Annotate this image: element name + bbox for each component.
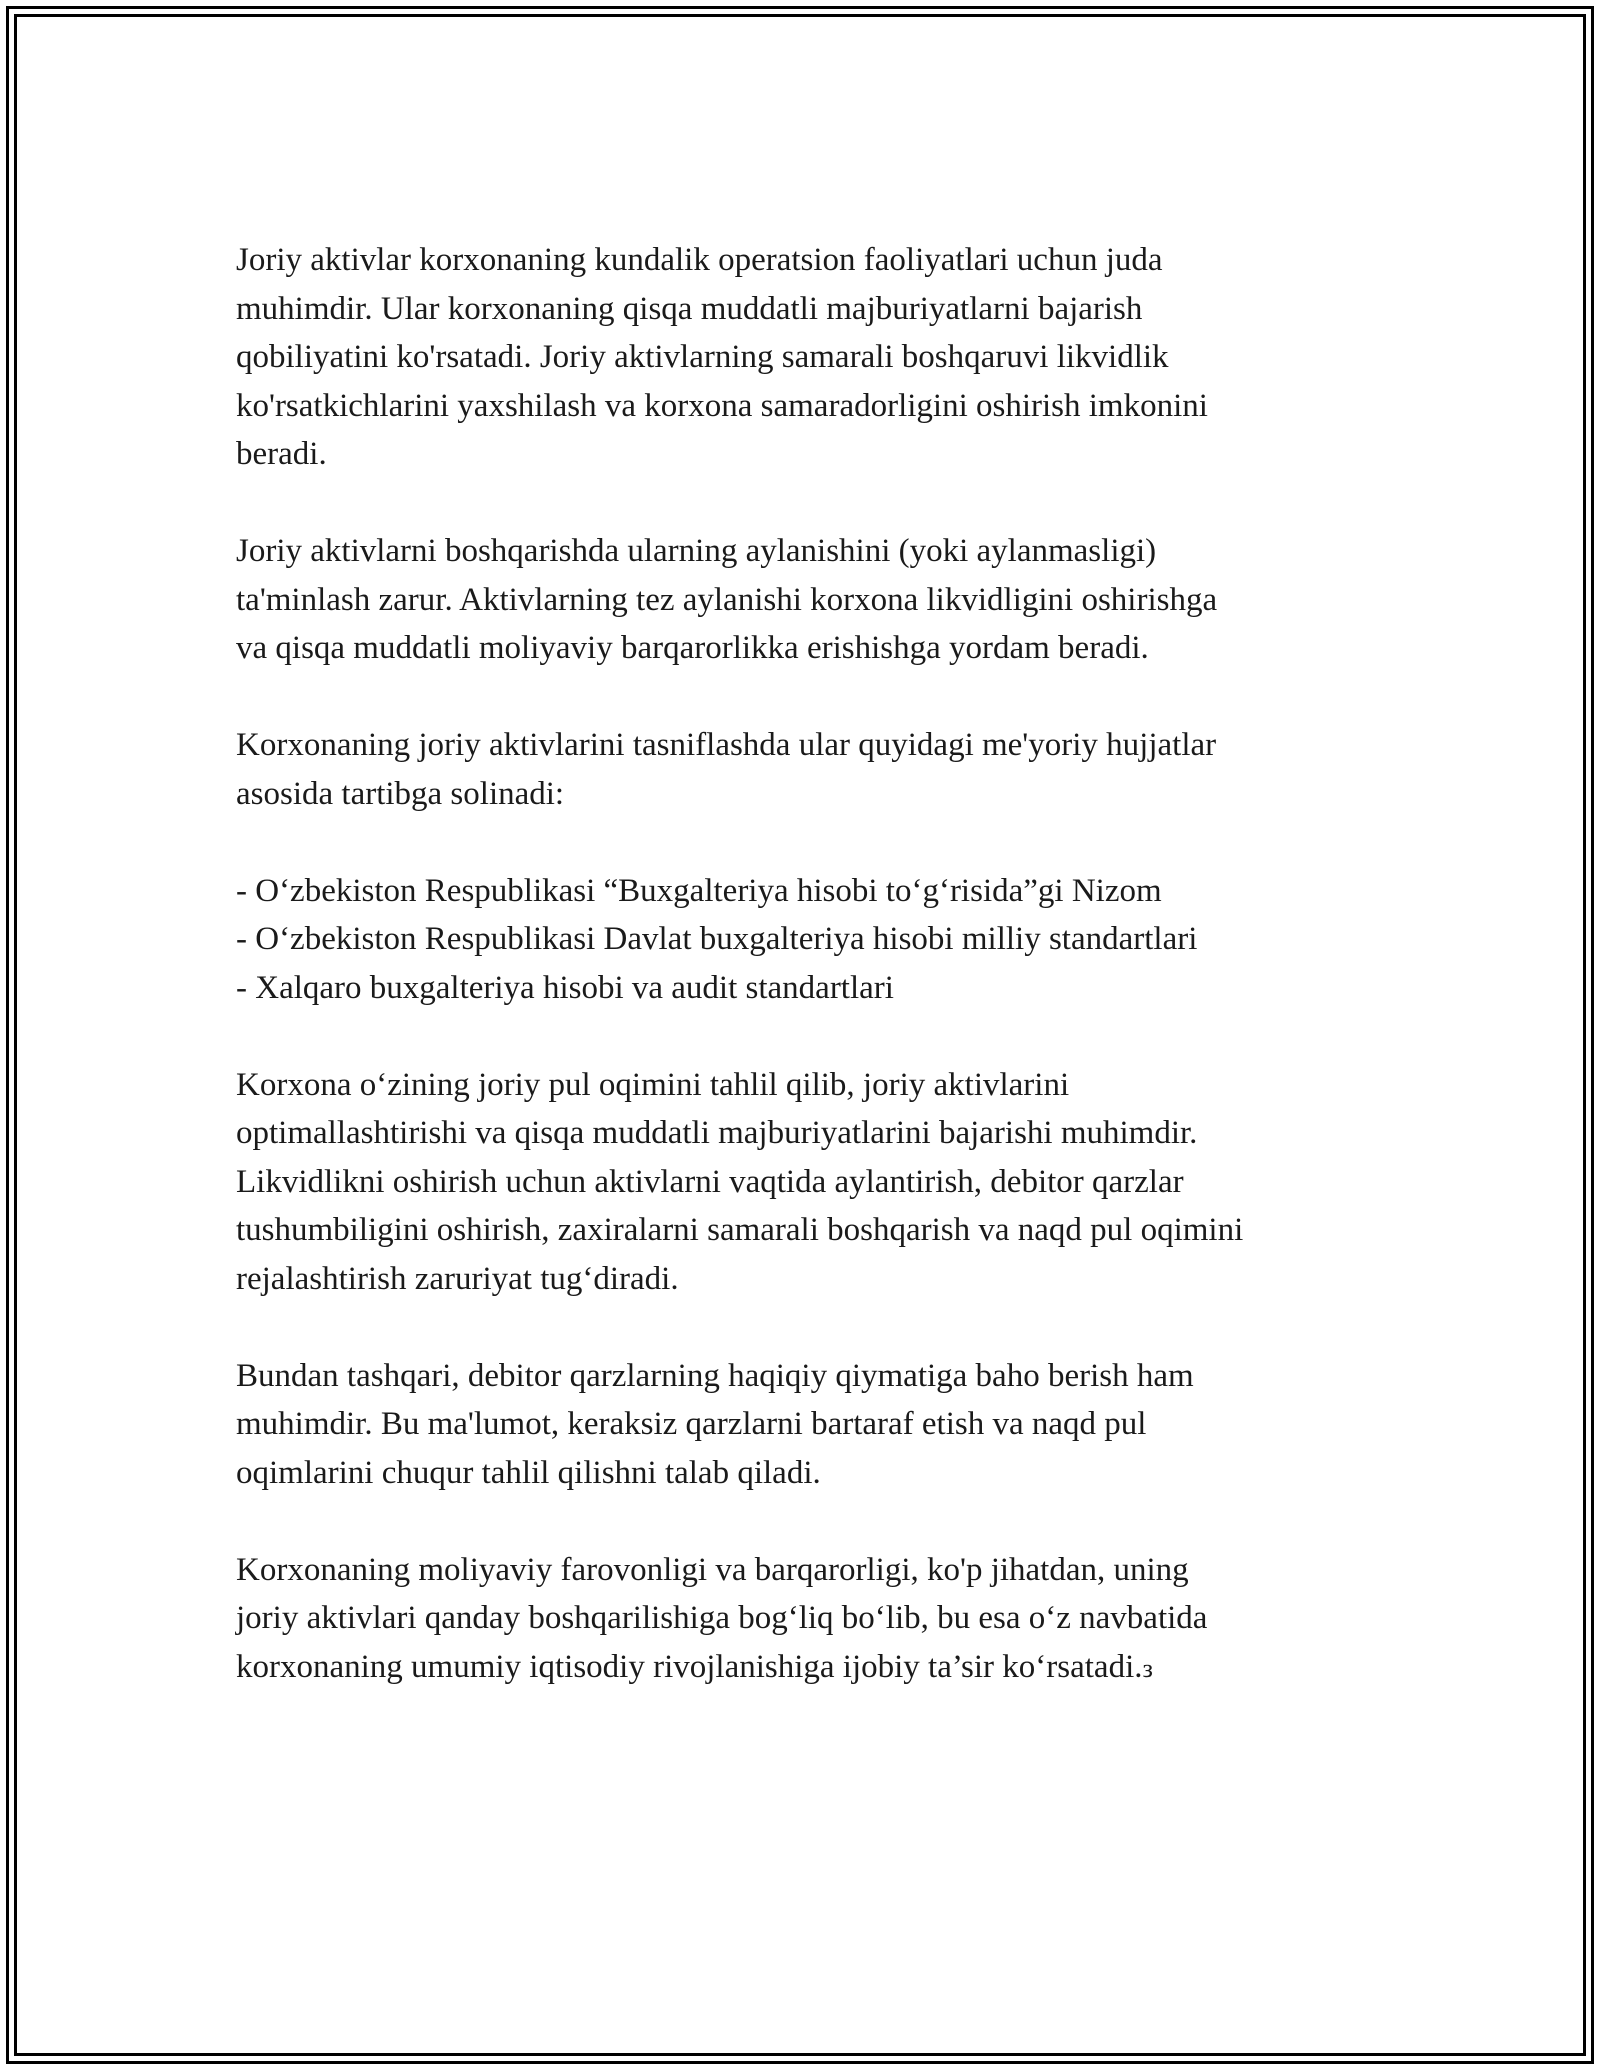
paragraph-3: Korxonaning joriy aktivlarini tasniflashda ular quyidagi me'yoriy hujjatlar asosida tartibga solinadi: bbox=[236, 727, 1217, 812]
paragraph-6 bbox=[236, 1546, 1386, 1693]
list-item: - O‘zbekiston Respublikasi “Buxgalteriya hisobi to‘g‘risida”gi Nizom bbox=[236, 872, 1162, 909]
document-body bbox=[236, 236, 1386, 1692]
paragraph-1: Joriy aktivlar korxonaning kundalik operatsion faoliyatlari uchun juda muhimdir. Ular korxonaning qisqa muddatli majburiyatlarni bajarish qobiliyatini ko'rsatadi. Joriy aktivlarning samarali boshqaruvi likvidlik ko'rsatkichlarini yaxshilash va korxona samaradorligini oshirish imkonini beradi. bbox=[236, 242, 1208, 472]
paragraph-2: Joriy aktivlarni boshqarishda ularning aylanishini (yoki aylanmasligi) ta'minlash zarur. Aktivlarning tez aylanishi korxona likvidligini oshirishga va qisqa muddatli moliyaviy barqarorlikka erishishga yordam beradi. bbox=[236, 533, 1218, 666]
list-item: - O‘zbekiston Respublikasi Davlat buxgalteriya hisobi milliy standartlari bbox=[236, 921, 1198, 957]
list-item: - Xalqaro buxgalteriya hisobi va audit standartlari bbox=[236, 969, 894, 1006]
footnote-reference: з bbox=[1142, 1652, 1153, 1683]
paragraph-6-text: Korxonaning moliyaviy farovonligi va barqarorligi, ko'p jihatdan, uning joriy aktivlari qanday boshqarilishiga bog‘liq bo‘lib, bu esa o‘z navbatida korxonaning umumiy iqtisodiy rivojlanishiga ijobiy ta’sir ko‘rsatadi. bbox=[236, 1551, 1208, 1685]
regulations-list bbox=[236, 867, 1386, 1013]
paragraph-4: Korxona o‘zining joriy pul oqimini tahlil qilib, joriy aktivlarini optimallashtirishi va qisqa muddatli majburiyatlarini bajarishi muhimdir. Likvidlikni oshirish uchun aktivlarni vaqtida aylantirish, debitor qarzlar tushumbiligini oshirish, zaxiralarni samarali boshqarish va naqd pul oqimini rejalashtirish zaruriyat tug‘diradi. bbox=[236, 1066, 1244, 1297]
paragraph-5: Bundan tashqari, debitor qarzlarning haqiqiy qiymatiga baho berish ham muhimdir. Bu ma'lumot, keraksiz qarzlarni bartaraf etish va naqd pul oqimlarini chuqur tahlil qilishni talab qiladi. bbox=[236, 1357, 1194, 1491]
